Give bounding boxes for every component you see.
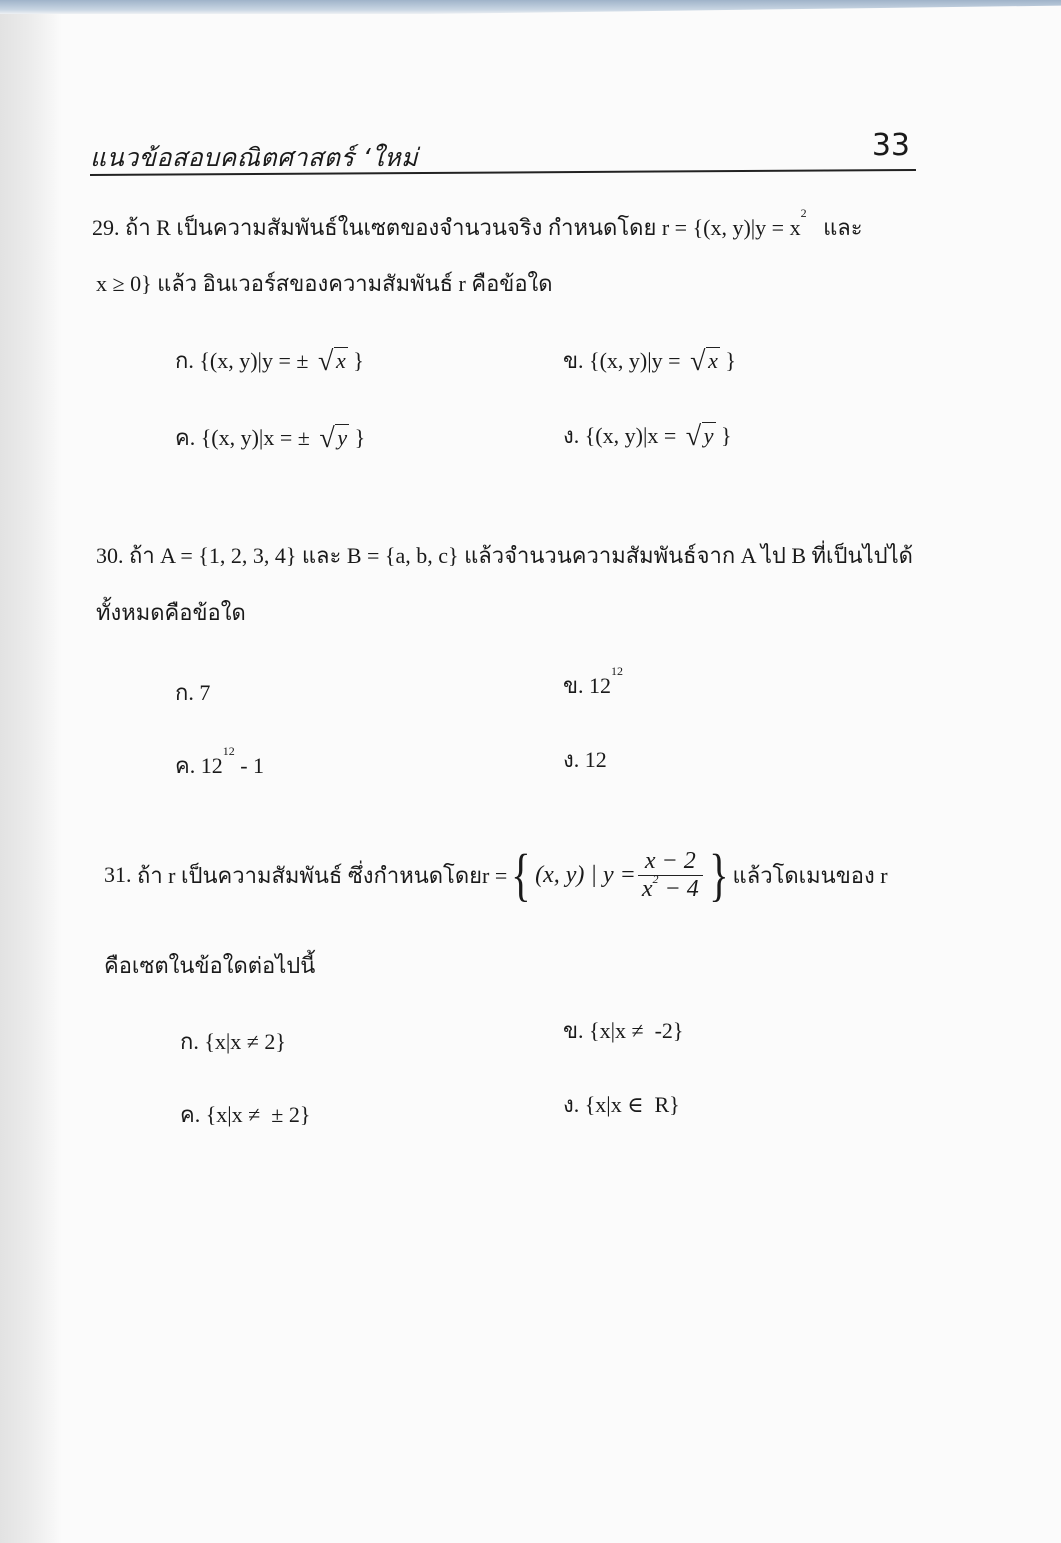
adjacent-page-edge — [0, 0, 1061, 14]
option-text: {(x, y)|y = ± — [199, 348, 309, 373]
question-number: 31. — [104, 862, 132, 887]
question-30-line-1 — [96, 538, 913, 573]
set-builder: (x, y) | y = — [535, 861, 636, 888]
page-fold-shadow — [0, 14, 62, 1543]
running-title: แนวข้อสอบคณิตศาสตร์ ‘ใหม่ — [90, 143, 419, 172]
option-label: ก. — [175, 680, 194, 705]
option-label: ค. — [175, 753, 196, 778]
option-label: ข. — [563, 1018, 584, 1043]
option-b[interactable] — [563, 664, 624, 703]
question-text: ถ้า R เป็นความสัมพันธ์ในเซตของจำนวนจริง กำหนดโดย r = {(x, y)|y = x — [125, 215, 801, 240]
option-label: ก. — [180, 1029, 199, 1054]
option-text: 7 — [199, 680, 211, 705]
numerator: x − 2 — [638, 848, 703, 876]
question-31-line-2: คือเซตในข้อใดต่อไปนี้ — [104, 953, 316, 978]
option-d[interactable] — [563, 1087, 680, 1122]
question-text: แล้วโดเมนของ r — [732, 862, 888, 888]
question-29-line-1 — [92, 206, 863, 245]
option-c[interactable] — [180, 1097, 310, 1132]
option-label: ค. — [180, 1102, 201, 1127]
question-text: ถ้า A = {1, 2, 3, 4} และ B = {a, b, c} แล้วจำนวนความสัมพันธ์จาก A ไป B ที่เป็นไปได้ — [129, 543, 913, 568]
option-d[interactable] — [563, 742, 607, 777]
square-root: √ x — [690, 346, 718, 377]
option-b[interactable] — [563, 1013, 683, 1048]
question-number: 30. — [96, 543, 124, 568]
left-brace: { — [511, 842, 531, 907]
option-text: 12 — [584, 747, 607, 772]
question-30-line-2: ทั้งหมดคือข้อใด — [96, 600, 246, 625]
option-text: {x|x ≠ 2} — [204, 1029, 286, 1054]
question-number: 29. — [92, 215, 120, 240]
page-header — [90, 128, 916, 176]
option-label: ง. — [563, 1092, 580, 1117]
option-text: {(x, y)|x = — [584, 423, 677, 448]
option-text: {(x, y)|y = — [589, 348, 681, 373]
option-label: ก. — [175, 348, 194, 373]
right-brace: } — [708, 842, 729, 907]
denominator: $x^2 - 4$ — [641, 871, 699, 902]
option-label: ง. — [563, 423, 580, 448]
option-d[interactable]: ง. {(x, y)|x = √ y } — [563, 421, 732, 452]
option-label: ข. — [563, 348, 584, 373]
question-29-line-2: x ≥ 0} แล้ว อินเวอร์สของความสัมพันธ์ r คือข้อใด — [96, 271, 553, 296]
option-text: {x|x ∈ R} — [584, 1092, 680, 1117]
square-root: √ x — [317, 346, 346, 377]
option-a[interactable]: ก. {(x, y)|y = ± √ x } — [175, 346, 364, 377]
fraction — [638, 848, 703, 903]
exponent: 2 — [800, 206, 807, 220]
option-c[interactable]: ค. $12^{12} - 1$ — [175, 744, 265, 778]
option-a[interactable] — [175, 675, 210, 710]
option-label: ค. — [175, 425, 196, 450]
exponent: 12 — [222, 744, 235, 758]
option-b[interactable]: ข. {(x, y)|y = √ x } — [563, 346, 736, 377]
square-root: √ y — [685, 421, 714, 452]
exponent: 12 — [611, 664, 624, 678]
option-c[interactable]: ค. {(x, y)|x = ± √ y } — [175, 423, 366, 454]
option-text: {x|x ≠ -2} — [589, 1018, 684, 1043]
question-text: และ — [806, 215, 863, 240]
option-text: {(x, y)|x = ± — [200, 425, 310, 450]
option-a[interactable] — [180, 1024, 286, 1059]
option-text: {x|x ≠ ± 2} — [205, 1102, 311, 1127]
question-31-line-1 — [104, 842, 888, 907]
option-text: 12 — [200, 753, 223, 778]
square-root: √ y — [319, 423, 348, 454]
page-number: 33 — [871, 128, 910, 163]
question-text: ถ้า r เป็นความสัมพันธ์ ซึ่งกำหนดโดยr = — [137, 862, 508, 888]
option-label: ข. — [563, 673, 584, 698]
option-label: ง. — [563, 747, 580, 772]
option-text: 12 — [589, 673, 612, 698]
